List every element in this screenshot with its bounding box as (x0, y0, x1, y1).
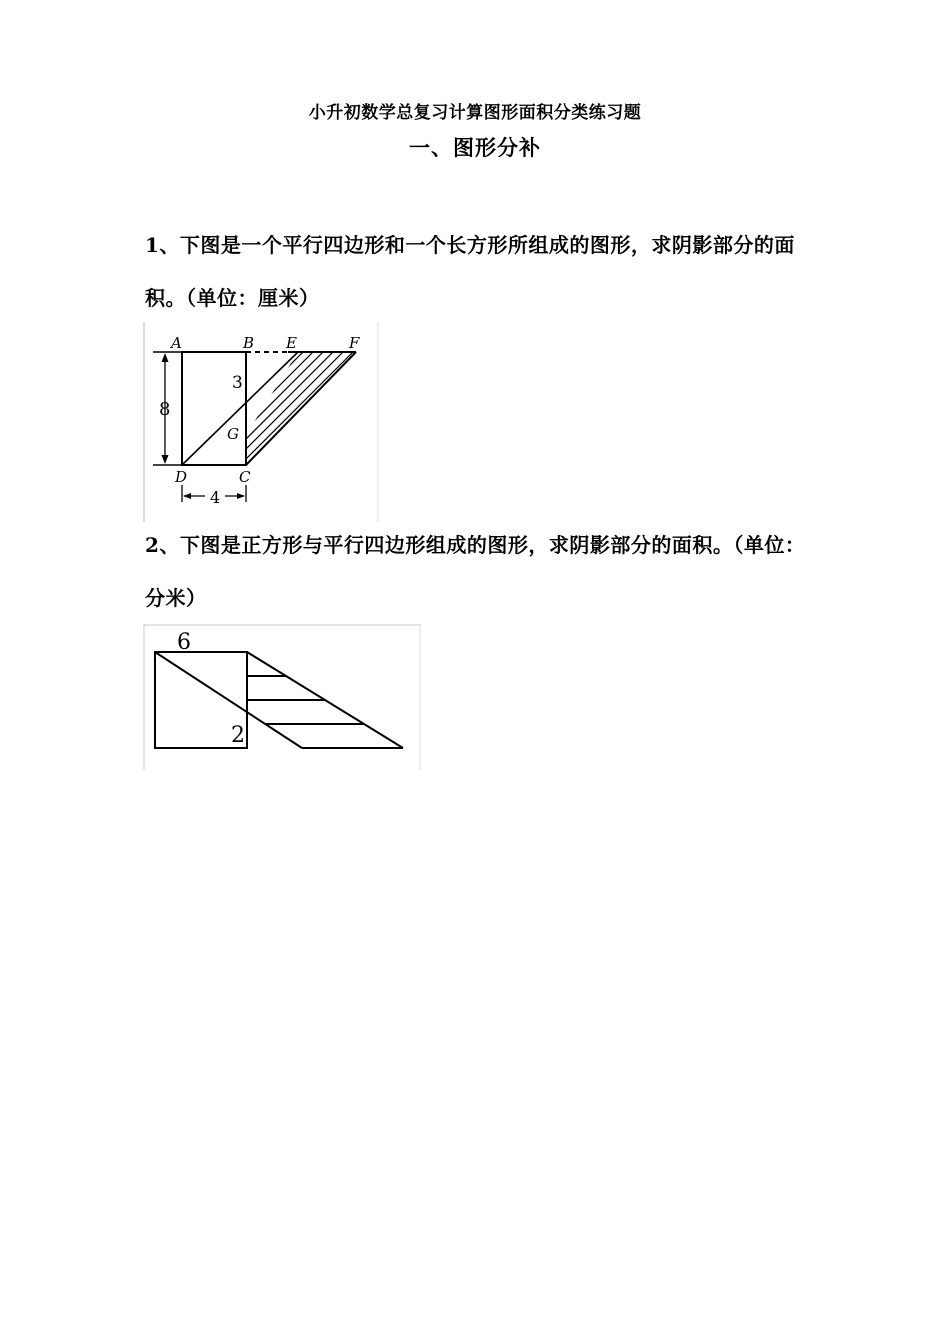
label-width: 4 (210, 488, 221, 507)
label-segment: 3 (232, 373, 243, 393)
label-E: E (286, 334, 297, 352)
section-title: 一、图形分补 (409, 135, 541, 160)
question-1-text: 1、下图是一个平行四边形和一个长方形所组成的图形，求阴影部分的面积。（单位：厘米） (145, 233, 795, 310)
question-1-figure (143, 322, 379, 522)
label-top: 6 (177, 630, 191, 655)
document-title: 小升初数学总复习计算图形面积分类练习题 (308, 103, 642, 123)
question-2-text: 2、下图是正方形与平行四边形组成的图形，求阴影部分的面积。（单位：分米） (145, 533, 806, 610)
label-height: 8 (159, 399, 171, 420)
label-F: F (349, 334, 360, 352)
label-side: 2 (231, 723, 245, 748)
label-A: A (171, 334, 182, 352)
question-2-figure (143, 624, 421, 770)
label-D: D (175, 468, 188, 486)
label-B: B (243, 334, 255, 352)
label-G: G (227, 425, 239, 443)
label-C: C (239, 468, 251, 486)
